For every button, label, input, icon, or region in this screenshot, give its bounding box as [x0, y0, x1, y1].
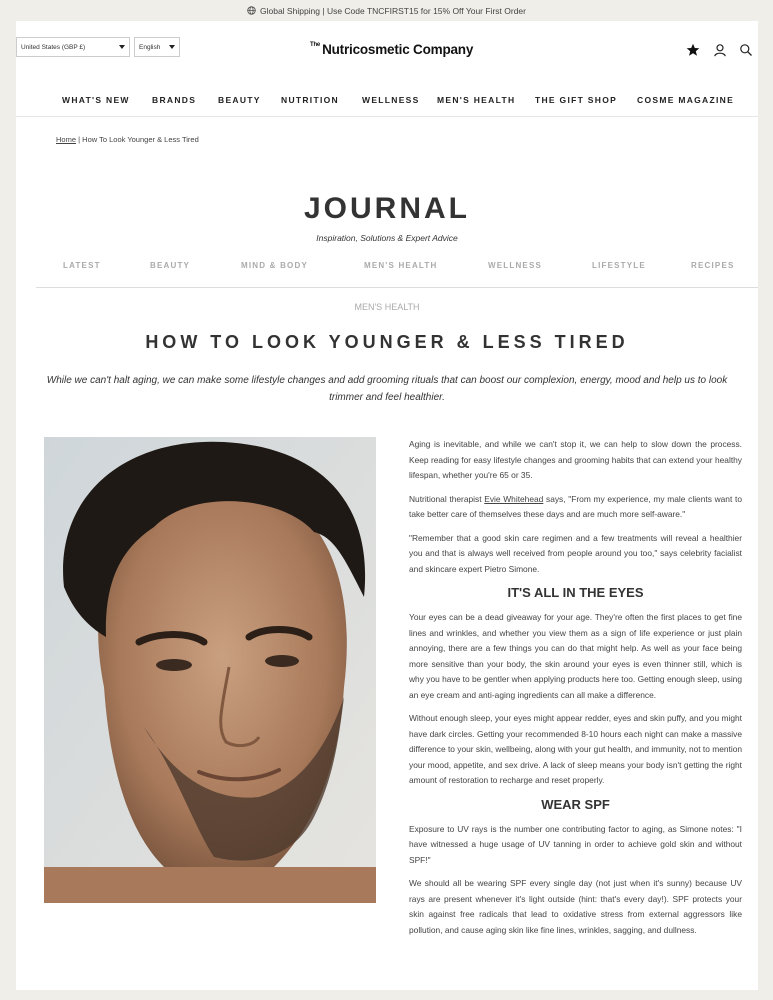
- globe-icon: [247, 6, 256, 15]
- journal-tab-lifestyle[interactable]: LIFESTYLE: [592, 261, 646, 270]
- article-paragraph: We should all be wearing SPF every single day (not just when it's sunny) because UV rays are present whenever it's light outside (hint: that's every day!). SPF protects your skin against free radicals that lead to oxidative stress from external aggressors like pollution, and cause aging skin like fine lines, wrinkles, sagging, and dullness.: [409, 878, 742, 935]
- promo-text: Global Shipping | Use Code TNCFIRST15 for 15% Off Your First Order: [260, 5, 526, 16]
- nav-item-whats-new[interactable]: WHAT'S NEW: [62, 95, 130, 105]
- journal-tab-recipes[interactable]: RECIPES: [691, 261, 735, 270]
- main-nav: [16, 87, 758, 117]
- article-paragraph: Your eyes can be a dead giveaway for your age. They're often the first places to get fine lines and wrinkles, and whether you view them as a sign of life experience or just plain annoying, there are a few things you can do that might help. As well as your face being more sensitive than your body, the skin around your eyes is even thinner still, which is why you have to be gentler when applying products here too. Getting enough sleep, using an eye cream and anti-aging ingredients can all make a difference.: [409, 612, 742, 700]
- star-icon[interactable]: [686, 43, 700, 57]
- nav-item-beauty[interactable]: BEAUTY: [218, 95, 261, 105]
- article-paragraph: Aging is inevitable, and while we can't stop it, we can help to slow down the process. Keep reading for easy lifestyle changes and grooming habits that can extend your healthy lifespan, whether you're 65 or 35.: [409, 439, 742, 480]
- section-heading: IT'S ALL IN THE EYES: [507, 585, 644, 600]
- country-select-value: United States (GBP £): [21, 43, 86, 51]
- language-select-value: English: [139, 43, 161, 51]
- language-select[interactable]: [134, 37, 180, 57]
- promo-banner: [0, 0, 773, 21]
- article-lede: While we can't halt aging, we can make some lifestyle changes and add grooming rituals that can boost our complexion, energy, mood and help us to look trimmer and feel healthier.: [46, 375, 728, 403]
- nav-item-mens-health[interactable]: MEN'S HEALTH: [437, 95, 516, 105]
- breadcrumb-home-link[interactable]: Home: [56, 135, 77, 144]
- site-header: [16, 21, 758, 81]
- search-icon[interactable]: [739, 43, 753, 57]
- paragraph-text: Nutritional therapist: [409, 493, 485, 504]
- article-category[interactable]: MEN'S HEALTH: [354, 302, 420, 312]
- article-paragraph: Exposure to UV rays is the number one contributing factor to aging, as Simone notes: "I have witnessed a huge usage of UV tanning in order to achieve gold skin and without SPF!": [409, 823, 742, 865]
- journal-tab-latest[interactable]: LATEST: [63, 261, 101, 270]
- article-paragraph: [409, 492, 742, 523]
- nav-item-wellness[interactable]: WELLNESS: [362, 95, 420, 105]
- account-icon[interactable]: [713, 43, 727, 57]
- journal-nav: [36, 253, 758, 288]
- country-select[interactable]: [16, 37, 130, 57]
- chevron-down-icon: [119, 45, 125, 49]
- paragraph-text: says, "From my experience, my male clients want to take better care of themselves these days and are much more self-aware.": [409, 493, 742, 519]
- logo-prefix: The: [310, 42, 321, 48]
- article-paragraph: Without enough sleep, your eyes might appear redder, eyes and skin puffy, and you might have dark circles. Getting your recommended 8-10 hours each night can make a massive difference to your skin, wellbeing, along with your gut health, and immunity, not to mention your mood, appetite, and sex drive. A lack of sleep means your body isn't getting the right amount of restoration to recharge and reset properly.: [409, 713, 743, 785]
- journal-subtitle: Inspiration, Solutions & Expert Advice: [316, 233, 458, 243]
- journal-title: JOURNAL: [303, 192, 470, 225]
- article-paragraph: "Remember that a good skin care regimen and a few treatments will reveal a healthier you and that is always well received from people around you too," says celebrity facialist and skincare expert Pietro Simone.: [409, 532, 742, 574]
- article-title: HOW TO LOOK YOUNGER & LESS TIRED: [145, 332, 629, 352]
- journal-tab-mens-health[interactable]: MEN'S HEALTH: [364, 261, 438, 270]
- page: [16, 21, 758, 990]
- nav-item-cosme-magazine[interactable]: COSME MAGAZINE: [637, 95, 735, 105]
- logo-name: Nutricosmetic Company: [322, 42, 474, 57]
- nav-item-gift-shop[interactable]: THE GIFT SHOP: [535, 95, 618, 105]
- breadcrumb-current: How To Look Younger & Less Tired: [82, 135, 199, 144]
- site-logo[interactable]: [310, 42, 473, 57]
- article-hero-image: [44, 437, 376, 903]
- journal-tab-beauty[interactable]: BEAUTY: [150, 261, 191, 270]
- nav-item-nutrition[interactable]: NUTRITION: [281, 95, 339, 105]
- journal-tab-mind-body[interactable]: MIND & BODY: [241, 261, 308, 270]
- article-body: [409, 437, 742, 946]
- breadcrumb: [56, 135, 199, 144]
- evie-whitehead-link[interactable]: Evie Whitehead: [484, 493, 544, 504]
- breadcrumb-separator: |: [78, 135, 81, 144]
- chevron-down-icon: [169, 45, 175, 49]
- nav-item-brands[interactable]: BRANDS: [152, 95, 197, 105]
- journal-tab-wellness[interactable]: WELLNESS: [488, 261, 543, 270]
- section-heading: WEAR SPF: [541, 796, 610, 812]
